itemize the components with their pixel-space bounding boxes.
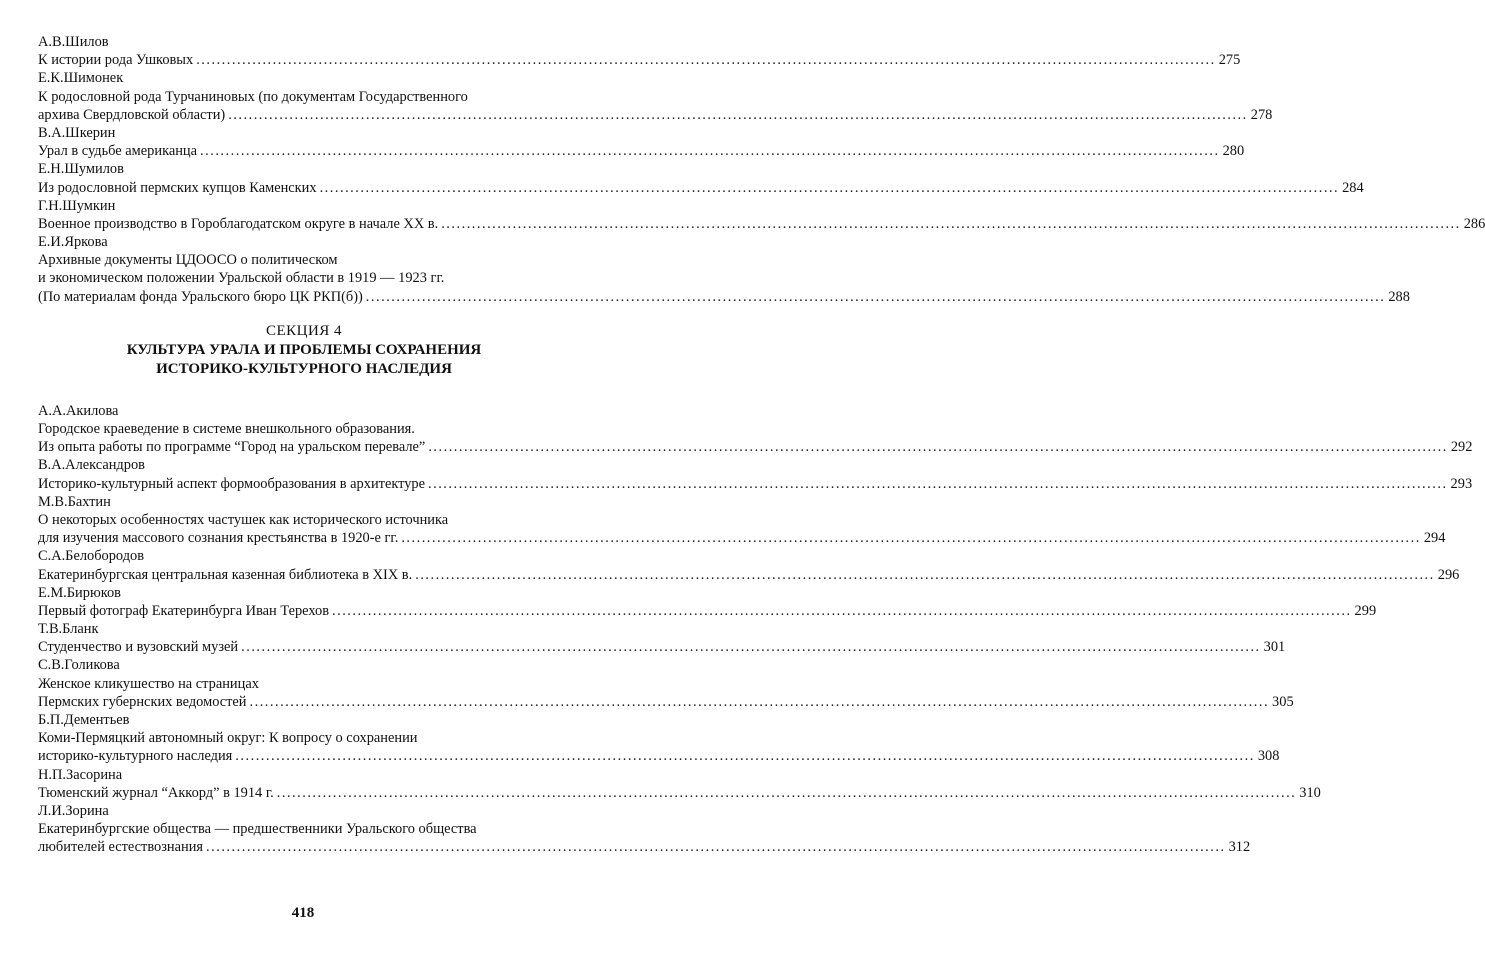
dot-leader: ........................................................................................................................................................................................................ <box>332 602 1352 619</box>
dot-leader: ........................................................................................................................................................................................................ <box>441 215 1461 232</box>
entry-author: А.В.Шилов <box>38 34 109 50</box>
entry-page-number: 296 <box>1437 566 1460 583</box>
entry-title-line <box>38 475 1473 493</box>
entry-page-number: 292 <box>1450 439 1473 456</box>
toc-entry <box>38 402 1473 457</box>
toc-entry <box>38 620 1286 656</box>
entry-page-number: 310 <box>1299 784 1321 801</box>
toc-entry <box>38 547 1460 583</box>
section-heading <box>38 322 570 379</box>
entry-title-line <box>38 529 1446 547</box>
entry-title-line <box>38 602 1377 620</box>
toc-entry <box>38 124 1245 160</box>
entry-author: Е.И.Яркова <box>38 234 108 251</box>
entry-title-line: Коми-Пермяцкий автономный округ: К вопросу о сохранении <box>38 730 418 747</box>
section-number: СЕКЦИЯ 4 <box>265 322 343 339</box>
toc-entry <box>38 197 1485 233</box>
dot-leader: ........................................................................................................................................................................................................ <box>228 106 1248 123</box>
entry-author: А.А.Акилова <box>38 402 119 419</box>
entry-author: М.В.Бахтин <box>38 493 111 510</box>
entry-author: Т.В.Бланк <box>38 621 99 638</box>
entry-author: Б.П.Дементьев <box>38 712 130 728</box>
entry-page-number: 278 <box>1250 106 1273 123</box>
entry-title-line: Архивные документы ЦДООСО о политическом <box>38 252 338 269</box>
entry-author: Г.Н.Шумкин <box>38 197 116 214</box>
section-title-line-2: ИСТОРИКО-КУЛЬТУРНОГО НАСЛЕДИЯ <box>156 360 452 377</box>
dot-leader: ........................................................................................................................................................................................................ <box>415 566 1435 583</box>
entry-title-text: любителей естествознания <box>38 839 204 856</box>
entry-author: Е.К.Шимонек <box>38 70 124 87</box>
entry-page-number: 305 <box>1272 693 1294 710</box>
entry-page-number: 280 <box>1222 143 1245 160</box>
entry-title-line <box>38 106 1273 124</box>
entry-page-number: 299 <box>1354 602 1377 619</box>
entry-page-number: 286 <box>1463 215 1485 232</box>
entry-title-text: (По материалам фонда Уральского бюро ЦК РКП(б)) <box>38 288 363 305</box>
entry-title-text: Пермских губернских ведомостей <box>38 693 247 710</box>
toc-entry <box>38 69 1273 124</box>
entry-author: Л.И.Зорина <box>38 802 109 819</box>
toc-entry <box>38 456 1473 492</box>
dot-leader: ........................................................................................................................................................................................................ <box>428 439 1448 456</box>
toc-entry <box>38 160 1364 196</box>
toc-entry <box>38 233 1410 306</box>
dot-leader: ........................................................................................................................................................................................................ <box>428 475 1448 492</box>
entry-title-line: Женское кликушество на страницах <box>38 675 259 692</box>
entry-page-number: 293 <box>1450 475 1473 492</box>
toc-entry <box>38 584 1377 620</box>
entry-title-line <box>38 179 1364 197</box>
entry-title-text: Тюменский журнал “Аккорд” в 1914 г. <box>38 784 274 801</box>
contents-page <box>38 33 1485 857</box>
dot-leader: ........................................................................................................................................................................................................ <box>196 52 1216 69</box>
toc-entry <box>38 766 1321 802</box>
entry-title-line: Городское краеведение в системе внешкольного образования. <box>38 421 415 437</box>
toc-entry <box>38 711 1280 766</box>
entry-title-line <box>38 215 1485 233</box>
contents-list-top <box>38 33 1485 306</box>
entry-title-text: Из опыта работы по программе “Город на уральском перевале” <box>38 439 426 456</box>
dot-leader: ........................................................................................................................................................................................................ <box>365 288 1386 305</box>
dot-leader: ........................................................................................................................................................................................................ <box>241 639 1261 656</box>
entry-title-text: Студенчество и вузовский музей <box>38 639 239 656</box>
entry-author: Н.П.Засорина <box>38 766 123 783</box>
entry-author: В.А.Шкерин <box>38 124 116 141</box>
entry-title-text: Из родословной пермских купцов Каменских <box>38 179 317 196</box>
entry-title-line: О некоторых особенностях частушек как исторического источника <box>38 511 449 528</box>
dot-leader: ........................................................................................................................................................................................................ <box>276 784 1297 801</box>
entry-title-line <box>38 838 1251 856</box>
entry-title-text: историко-культурного наследия <box>38 748 233 765</box>
entry-title-text: архива Свердловской области) <box>38 106 226 123</box>
entry-title-line <box>38 51 1241 69</box>
entry-title-text: Екатеринбургская центральная казенная библиотека в XIX в. <box>38 566 413 583</box>
toc-entry <box>38 656 1294 711</box>
entry-title-text: Историко-культурный аспект формообразования в архитектуре <box>38 475 426 492</box>
entry-page-number: 301 <box>1263 639 1286 656</box>
dot-leader: ........................................................................................................................................................................................................ <box>200 143 1220 160</box>
entry-page-number: 312 <box>1228 839 1251 856</box>
dot-leader: ........................................................................................................................................................................................................ <box>249 693 1270 710</box>
dot-leader: ........................................................................................................................................................................................................ <box>235 748 1255 765</box>
entry-page-number: 284 <box>1342 179 1364 196</box>
page-number: 418 <box>291 905 315 921</box>
entry-title-text: К истории рода Ушковых <box>38 52 194 69</box>
toc-entry <box>38 33 1241 69</box>
section-title-line-1: КУЛЬТУРА УРАЛА И ПРОБЛЕМЫ СОХРАНЕНИЯ <box>126 341 482 358</box>
entry-author: В.А.Александров <box>38 457 145 474</box>
entry-title-line <box>38 747 1280 765</box>
entry-title-line <box>38 784 1321 802</box>
entry-title-line <box>38 288 1410 306</box>
toc-entry <box>38 493 1446 548</box>
dot-leader: ........................................................................................................................................................................................................ <box>319 179 1340 196</box>
entry-author: Е.Н.Шумилов <box>38 161 124 178</box>
entry-title-text: Первый фотограф Екатеринбурга Иван Терехов <box>38 602 330 619</box>
entry-title-line <box>38 693 1294 711</box>
entry-author: С.В.Голикова <box>38 657 120 674</box>
entry-author: Е.М.Бирюков <box>38 584 121 601</box>
entry-title-text: Военное производство в Гороблагодатском округе в начале XX в. <box>38 215 439 232</box>
entry-title-text: для изучения массового сознания крестьянства в 1920-е гг. <box>38 530 399 547</box>
entry-page-number: 288 <box>1388 288 1410 305</box>
entry-title-text: Урал в судьбе американца <box>38 143 198 160</box>
entry-author: С.А.Белобородов <box>38 548 145 565</box>
entry-title-line <box>38 142 1245 160</box>
entry-title-line <box>38 638 1286 656</box>
entry-title-line: и экономическом положении Уральской области в 1919 — 1923 гг. <box>38 270 445 287</box>
toc-entry <box>38 802 1251 857</box>
entry-page-number: 275 <box>1218 52 1241 69</box>
entry-page-number: 294 <box>1423 530 1446 547</box>
entry-title-line: К родословной рода Турчаниновых (по документам Государственного <box>38 88 468 105</box>
entry-title-line <box>38 566 1460 584</box>
entry-title-line <box>38 438 1473 456</box>
dot-leader: ........................................................................................................................................................................................................ <box>206 839 1226 856</box>
dot-leader: ........................................................................................................................................................................................................ <box>401 530 1421 547</box>
entry-page-number: 308 <box>1257 748 1280 765</box>
contents-list-bottom <box>38 402 1473 857</box>
entry-title-line: Екатеринбургские общества — предшественники Уральского общества <box>38 821 477 838</box>
